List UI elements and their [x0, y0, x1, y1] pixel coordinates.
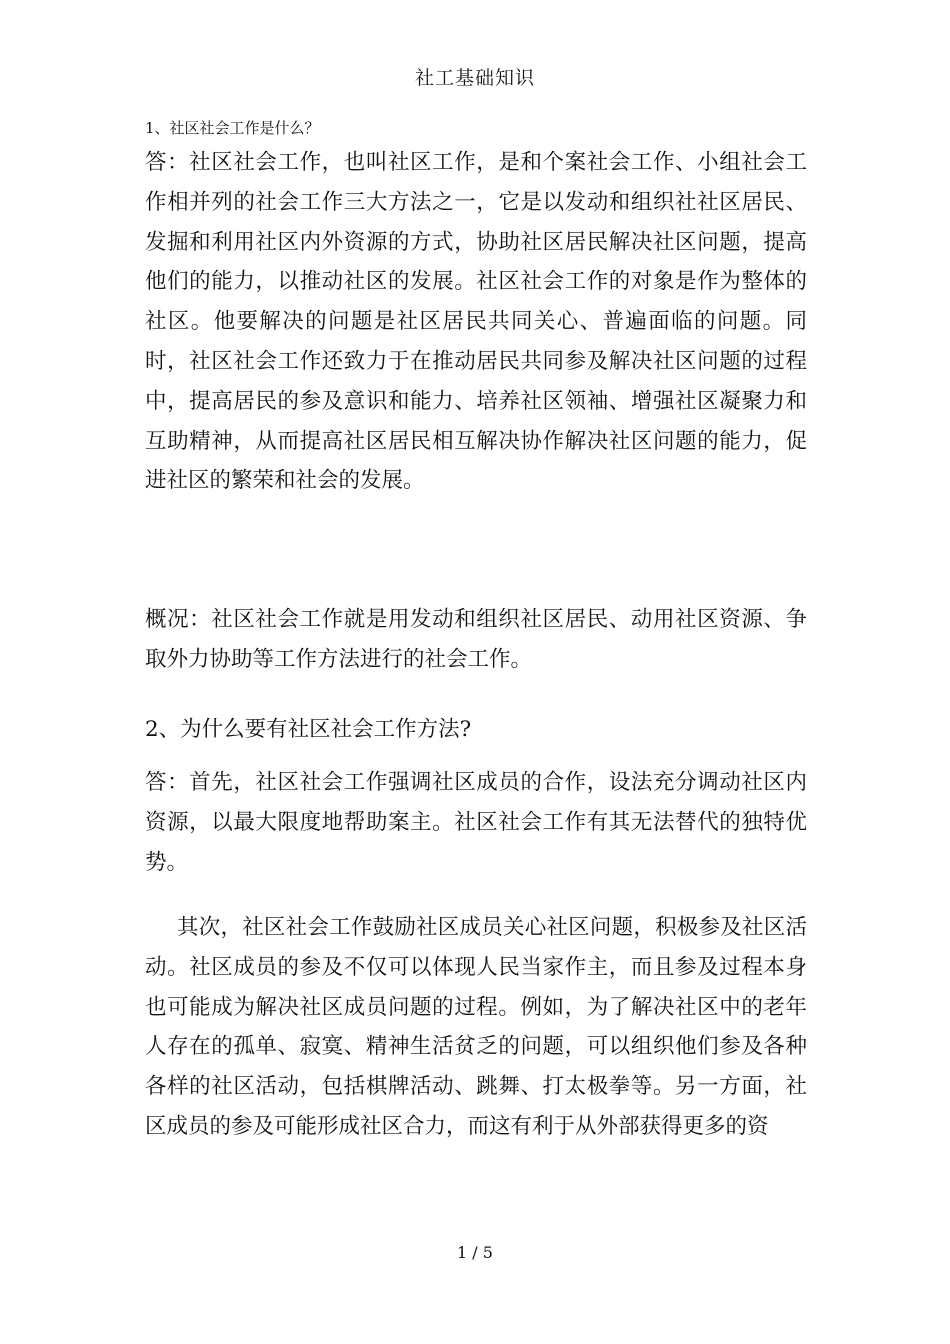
- page-indicator: 1 / 5: [457, 1243, 493, 1262]
- question-2-heading: [145, 710, 807, 750]
- answer-1-paragraph: [145, 143, 807, 501]
- document-title: 社工基础知识: [414, 67, 535, 89]
- summary-1-paragraph: [145, 600, 807, 680]
- answer-2-continuation-text: 其次，社区社会工作鼓励社区成员关心社区问题，积极参及社区活动。社区成员的参及不仅可以体现人民当家作主，而且参及过程本身也可能成为解决社区成员问题的过程。例如，为了解决社区中的老年人存在的孤单、寂寞、精神生活贫乏的问题，可以组织他们参及各种各样的社区活动，包括棋牌活动、跳舞、打太极拳等。另一方面，社区成员的参及可能形成社区合力，而这有利于从外部获得更多的资: [145, 915, 807, 1139]
- summary-1-text: 概况：社区社会工作就是用发动和组织社区居民、动用社区资源、争取外力协助等工作方法进行的社会工作。: [145, 607, 807, 672]
- answer-1-text: 答：社区社会工作，也叫社区工作，是和个案社会工作、小组社会工作相并列的社会工作三大方法之一，它是以发动和组织社社区居民、发掘和利用社区内外资源的方式，协助社区居民解决社区问题，提高他们的能力，以推动社区的发展。社区社会工作的对象是作为整体的社区。他要解决的问题是社区居民共同关心、普遍面临的问题。同时，社区社会工作还致力于在推动居民共同参及解决社区问题的过程中，提高居民的参及意识和能力、培养社区领袖、增强社区凝聚力和互助精神，从而提高社区居民相互解决协作解决社区问题的能力，促进社区的繁荣和社会的发展。: [145, 150, 807, 494]
- answer-2-continuation-paragraph: [145, 908, 807, 1147]
- answer-2-paragraph: [145, 763, 807, 882]
- question-1-heading: 1、社区社会工作是什么？: [145, 119, 320, 137]
- answer-2-text: 答：首先，社区社会工作强调社区成员的合作，设法充分调动社区内资源，以最大限度地帮助案主。社区社会工作有其无法替代的独特优势。: [145, 770, 807, 875]
- question-2-text: 2、为什么要有社区社会工作方法?: [145, 717, 472, 742]
